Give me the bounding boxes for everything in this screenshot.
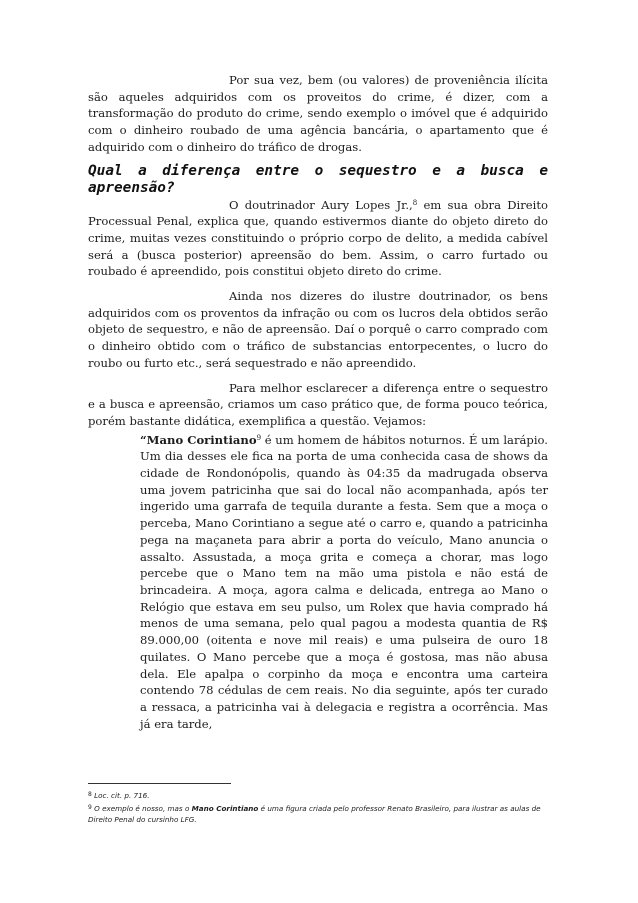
paragraph-caso-pratico-intro: Para melhor esclarecer a diferença entre o sequestro e a busca e apreensão, criamos um caso prático que, de forma pouco teórica, porém bastante didática, exemplifica a questão. Vejamos: (88, 380, 548, 428)
paragraph-sequestro-bens: Ainda nos dizeres do ilustre doutrinador, os bens adquiridos com os proventos da infração ou com os lucros dela obtidos serão objeto de sequestro, e não de apreensão. Daí o porquê o carro comprado com o dinheiro obtido com o tráfico de substancias entorpecentes, o lucro do roubo ou furto etc., será sequestrado e não apreendido. (88, 289, 548, 370)
section-heading: Qual a diferença entre o sequestro e a busca e apreensão? (88, 162, 548, 196)
footnote-8-number: 8 (88, 791, 92, 798)
footnotes-section (88, 789, 558, 826)
paragraph-aury-lopes-start: O doutrinador Aury Lopes Jr., (229, 197, 413, 212)
page-body (88, 72, 548, 732)
footnote-9-text-start: O exemplo é nosso, mas o (94, 803, 192, 813)
footnote-8 (88, 789, 558, 802)
quote-body-text: é um homem de hábitos noturnos. É um larápio. Um dia desses ele fica na porta de uma conhecida casa de shows da cidade de Rondonópolis, quando às 04:35 da madrugada observa uma jovem patricinha que sai do local não acompanhada, após ter ingerido uma garrafa de tequila durante a festa. Sem que a moça o perceba, Mano Corintiano a segue até o carro e, quando a patricinha pega na maçaneta para abrir a porta do veículo, Mano anuncia o assalto. Assustada, a moça grita e começa a chorar, mas logo percebe que o Mano tem na mão uma pistola e não está de brincadeira. A moça, agora calma e delicada, entrega ao Mano o Relógio que estava em seu pulso, um Rolex que havia comprado há menos de uma semana, pelo qual pagou a modesta quantia de R$ 89.000,00 (oitenta e nove mil reais) e uma pulseira de ouro 18 quilates. O Mano percebe que a moça é gostosa, mas não abusa dela. Ele apalpa o corpinho da moça e encontra uma carteira contendo 78 cédulas de cem reais. No dia seguinte, após ter curado a ressaca, a patricinha vai à delegacia e registra a ocorrência. Mas já era tarde, (140, 432, 548, 731)
footnote-9-number: 9 (88, 803, 92, 811)
footnote-9-character-name: Mano Corintiano (191, 803, 259, 813)
paragraph-proveniencia-ilicita: Por sua vez, bem (ou valores) de proveniência ilícita são aqueles adquiridos com os proveitos do crime, é dizer, com a transformação do produto do crime, sendo exemplo o imóvel que é adquirido com o dinheiro roubado de uma agência bancária, o apartamento que é adquirido com o dinheiro do tráfico de drogas. (88, 73, 548, 154)
quote-character-name: “Mano Corintiano (140, 432, 257, 447)
paragraph-aury-lopes-rest: em sua obra Direito Processual Penal, explica que, quando estivermos diante do objeto direto do crime, muitas vezes constituindo o próprio corpo de delito, a medida cabível será a (busca posterior) apreensão do bem. Assim, o carro furtado ou roubado é apreendido, pois constitui objeto direto do crime. (88, 197, 548, 279)
block-quote-case (140, 432, 548, 733)
paragraph-aury-lopes (88, 197, 548, 281)
footnote-ref-8[interactable]: 8 (412, 198, 418, 207)
footnote-9 (88, 802, 558, 826)
footnote-9-text-end: é uma figura criada pelo professor Renato Brasileiro, para ilustrar as aulas de Direito Penal do cursinho LFG. (88, 803, 541, 824)
footnote-8-text: Loc. cit. p. 716. (94, 791, 150, 800)
footnote-divider (88, 783, 231, 784)
footnote-ref-9[interactable]: 9 (256, 433, 262, 442)
